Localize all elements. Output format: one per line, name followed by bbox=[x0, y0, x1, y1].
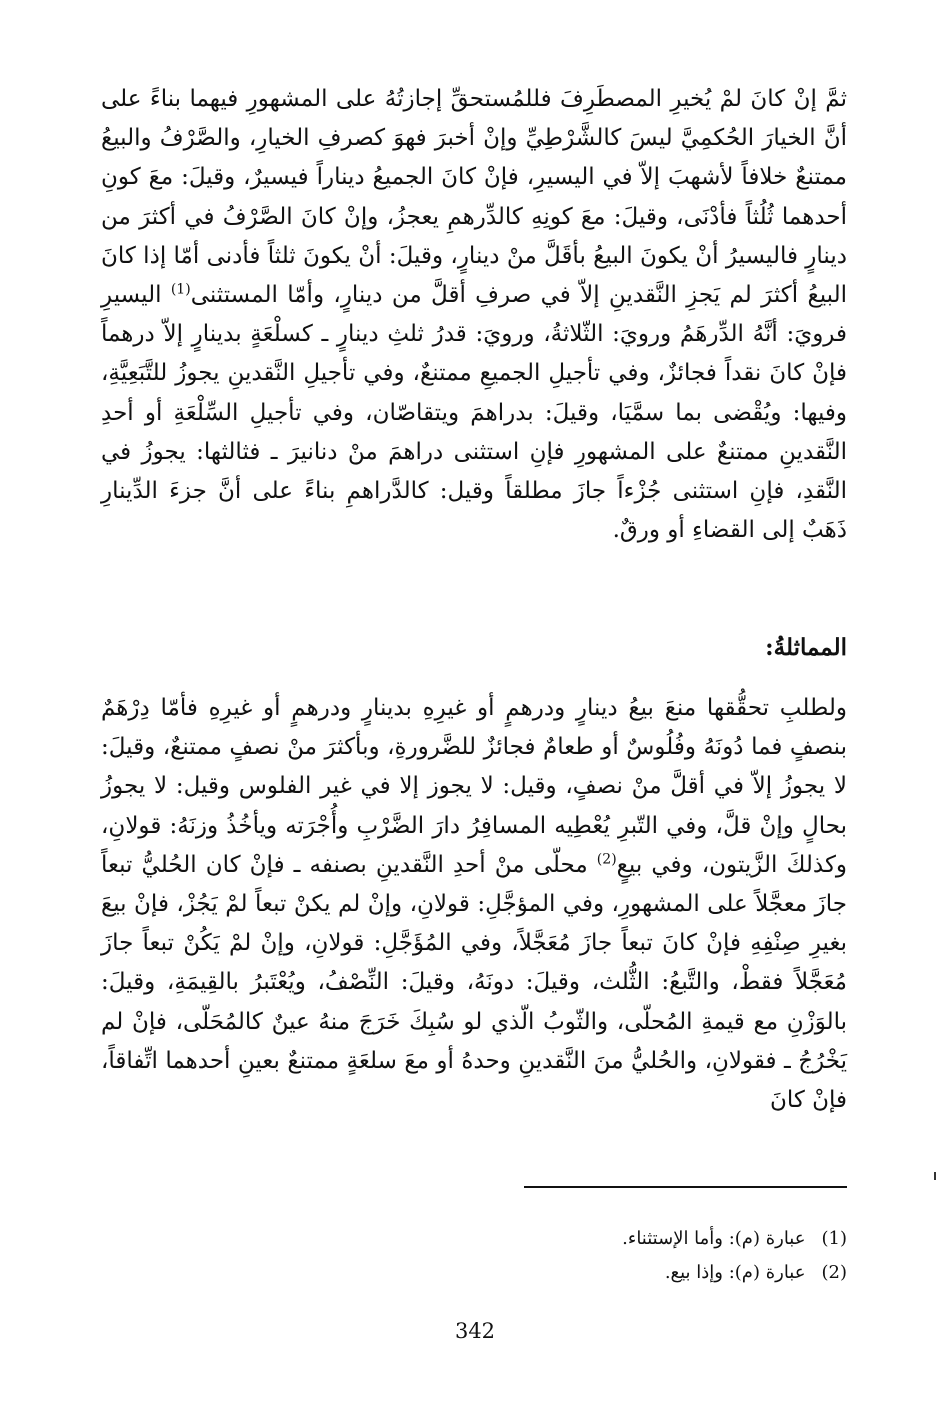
paragraph-text bbox=[101, 689, 847, 1120]
main-paragraph-2 bbox=[101, 689, 847, 1120]
paragraph-1-continuation: اليسيرِ فرويَ: أنَّهُ الدِّرهَمُ ورويَ: الثّلاثةُ، ورويَ: قدرُ ثلثِ دينارٍ ـ كسلْعَةٍ بدينارٍ إلاّ درهماً فإنْ كانَ نقداً فجائزٌ، وفي تأجيلِ الجميعِ ممتنعٌ، وفي تأجيلِ النَّقدينِ يجوزُ للتَّبَعِيَّةِ، وفيها: ويُقْضى بما سمَّيَا، وقيلَ: بدراهمَ ويتقاصّان، وفي تأجيلِ السِّلْعَةِ أو أحدِ النَّقدينِ ممتنعٌ على المشهورِ فإنِ استثنى دراهمَ منْ دنانيرَ ـ فثالثها: يجوزُ في النَّقدِ، فإنِ استثنى جُزْءاً جازَ مطلقاً وقيل: كالدَّراهمِ بناءً على أنَّ جزءَ الدِّينارِ ذَهَبٌ إلى القضاءِ أو ورقٌ. bbox=[101, 282, 847, 544]
scan-edge-mark bbox=[934, 1172, 936, 1180]
footnote-item bbox=[247, 1256, 847, 1290]
footnote-ref-2: (2) bbox=[596, 851, 617, 868]
footnote-text: عبارة (م): وإذا بيع. bbox=[664, 1262, 806, 1283]
paragraph-2-continuation: محلّى منْ أحدِ النَّقدينِ بصنفه ـ فإنْ كان الحُليُّ تبعاً جازَ معجَّلاً على المشهورِ، وفي المؤجَّلِ: قولانِ، وإنْ لم يكنْ تبعاً لمْ يَجُزْ، فإنْ بيعَ بغيرِ صِنْفِهِ فإنْ كانَ تبعاً جازَ مُعَجَّلاً، وفي المُؤَجَّلِ: قولانِ، وإنْ لمْ يَكُنْ تبعاً جازَ مُعَجَّلاً فقطْ، والتَّبعُ: الثُّلث، وقيلَ: دونَهُ، وقيلَ: النِّصْفُ، ويُعْتَبرُ بالقِيمَةِ، وقيلَ: بالوَزْنِ مع قيمةِ المُحلّى، والثّوبُ الّذي لو سُبِكَ خَرَجَ منهُ عينٌ كالمُحَلّى، فإنْ لم يَخْرُجُ ـ فقولانِ، والحُليُّ منَ النَّقدينِ وحدهُ أو معَ سلعَةٍ ممتنعٌ بعينِ أحدهما اتِّفاقاً، فإنْ كانَ bbox=[101, 851, 848, 1114]
footnote-number: (2) bbox=[821, 1262, 847, 1283]
footnote-text: عبارة (م): وأما الإستثناء. bbox=[622, 1228, 806, 1249]
paragraph-2-text: ولطلبِ تحقُّقها منعَ بيعُ دينارٍ ودرهمٍ أو غيرِهِ بدينارٍ ودرهمٍ أو غيرِهِ فأمّا دِرْهَمٌ بنصفٍ فما دُونَهُ وفُلُوسٌ أو طعامٌ فجائزٌ للضَّرورةِ، وبأكثرَ منْ نصفٍ ممتنعٌ، وقيلَ: لا يجوزُ إلاّ في أقلَّ منْ نصفٍ، وقيل: لا يجوز إلا في غير الفلوس وقيل: لا يجوزُ بحالٍ وإنْ قلَّ، وفي التّبرِ يُعْطِيه المسافِرُ دارَ الضَّرْبِ وأُجْرَته ويأخُذُ وزنَهُ: قولانِ، وكذلكَ الزَّيتون، وفي بيعٍ bbox=[101, 695, 848, 878]
footnote-ref-1: (1) bbox=[170, 281, 191, 298]
footnote-item bbox=[247, 1222, 847, 1256]
paragraph-text bbox=[101, 80, 847, 550]
footnote-separator bbox=[524, 1186, 847, 1188]
paragraph-1-text: ثمَّ إنْ كانَ لمْ يُخيرِ المصطَرِفَ فللمُستحقِّ إجازتُهُ على المشهورِ فيهما بناءً على أنَّ الخيارَ الحُكمِيَّ ليسَ كالشَّرْطِيِّ وإنْ أخبرَ فهوَ كصرفِ الخيارِ، والصَّرْفُ والبيعُ ممتنعٌ خلافاً لأشهبَ إلاّ في اليسيرِ، فإنْ كانَ الجميعُ ديناراً فيسيرٌ، وقيلَ: معَ كونِ أحدهما ثُلُثاً فأدْنَى، وقيلَ: معَ كونِهِ كالدِّرهمِ يعجزُ، وإنْ كانَ الصَّرْفُ في أكثرَ من دينارٍ فاليسيرُ أنْ يكونَ البيعُ بأقَلَّ منْ دينارٍ، وقيلَ: أنْ يكونَ ثلثاً فأدنى أمّا إذا كانَ البيعُ أكثرَ لم يَجزِ النَّقدينِ إلاّ في صرفِ أقلَّ من دينارٍ، وأمّا المستثنى bbox=[101, 86, 847, 309]
footnote-number: (1) bbox=[821, 1228, 847, 1249]
section-heading: المماثلةُ: bbox=[765, 634, 847, 661]
footnotes-list bbox=[247, 1222, 847, 1290]
main-paragraph-1 bbox=[101, 80, 847, 550]
page-number: 342 bbox=[454, 1319, 496, 1343]
